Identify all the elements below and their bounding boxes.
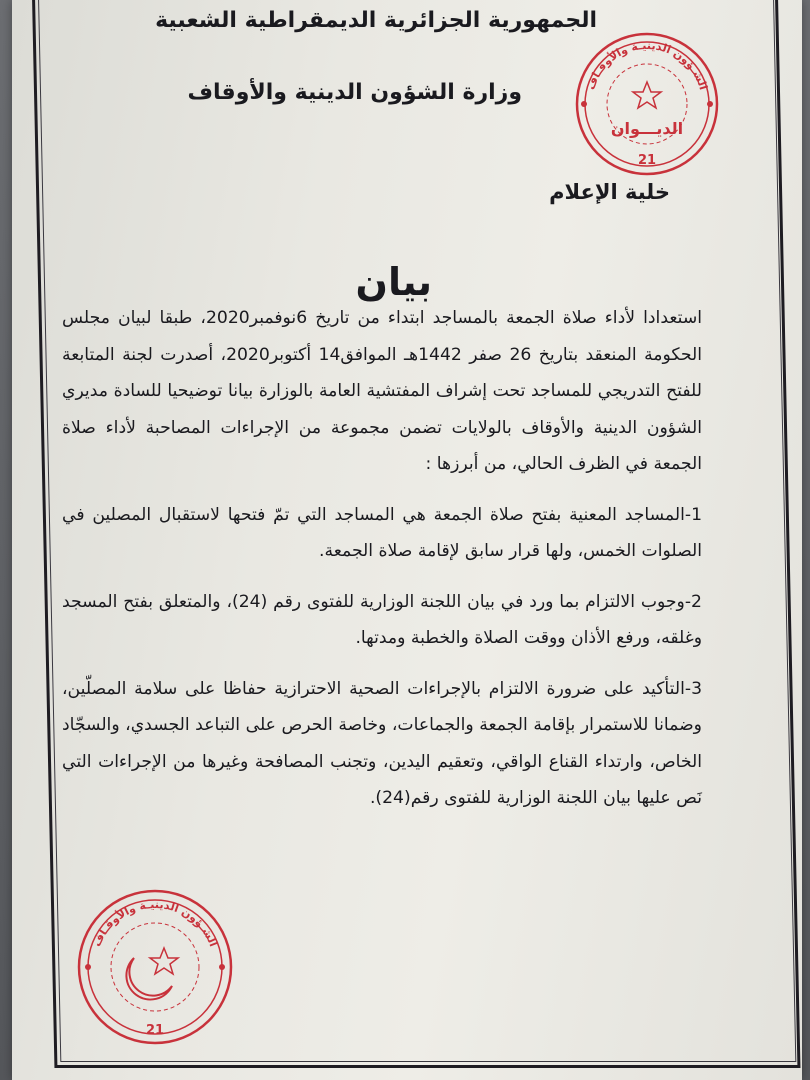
ministry-stamp-top xyxy=(572,30,722,178)
stamp-number: 21 xyxy=(637,153,657,168)
item-1: 1-المساجد المعنية بفتح صلاة الجمعة هي المساجد التي تمّ فتحها لاستقبال المصلين في الصلوات الخمس، ولها قرار سابق لإقامة صلاة الجمعة. xyxy=(62,504,702,561)
stamp-top-arc-text: الشـؤون الدينيـة والأوقـاف xyxy=(584,38,710,92)
stamp-bottom-number: 21 xyxy=(145,1023,165,1038)
stamp-seal-icon xyxy=(572,30,722,178)
intro-paragraph: استعدادا لأداء صلاة الجمعة بالمساجد ابتداء من تاريخ 6نوفمبر2020، طبقا لبيان مجلس الحكومة المنعقد بتاريخ 26 صفر 1442هـ الموافق14 أكتوبر2020، أصدرت لجنة المتابعة للفتح التدريجي للمساجد تحت إشراف المفتشية العامة بالوزارة بيانا توضيحيا للسادة مديري الشؤون الدينية والأوقاف بالولايات تضمن مجموعة من الإجراءات المصاحبة لأداء صلاة الجمعة في الظرف الحالي، من أبرزها : xyxy=(62,308,702,474)
document-title: بيان xyxy=(355,260,432,304)
item-3: 3-التأكيد على ضرورة الالتزام بالإجراءات الصحية الاحترازية حفاظا على سلامة المصلّين، وضمانا للاستمرار بإقامة الجمعة والجماعات، وخاصة الحرص على التباعد الجسدي، والسجّاد الخاص، وارتداء القناع الواقي، وتعقيم اليدين، وتجنب المصافحة وغيرها من الإجراءات التي نَص عليها بيان اللجنة الوزارية للفتوى رقم(24). xyxy=(62,678,702,808)
ministry-heading: وزارة الشؤون الدينية والأوقاف xyxy=(187,80,522,105)
stamp-office-text: الديـــوان xyxy=(610,119,684,138)
stamp-seal-icon xyxy=(74,888,236,1046)
document-sheet xyxy=(12,0,802,1080)
ministry-stamp-bottom xyxy=(74,888,236,1046)
unit-label: خلية الإعلام xyxy=(549,180,670,204)
document-body xyxy=(62,300,702,831)
stamp-bottom-arc-text: الشـؤون الدينيـة والأوقـاف xyxy=(90,897,220,949)
republic-heading: الجمهورية الجزائرية الديمقراطية الشعبية xyxy=(155,8,597,33)
item-2: 2-وجوب الالتزام بما ورد في بيان اللجنة الوزارية للفتوى رقم (24)، والمتعلق بفتح المسجد وغلقه، ورفع الأذان ووقت الصلاة والخطبة ومدتها. xyxy=(62,591,702,648)
